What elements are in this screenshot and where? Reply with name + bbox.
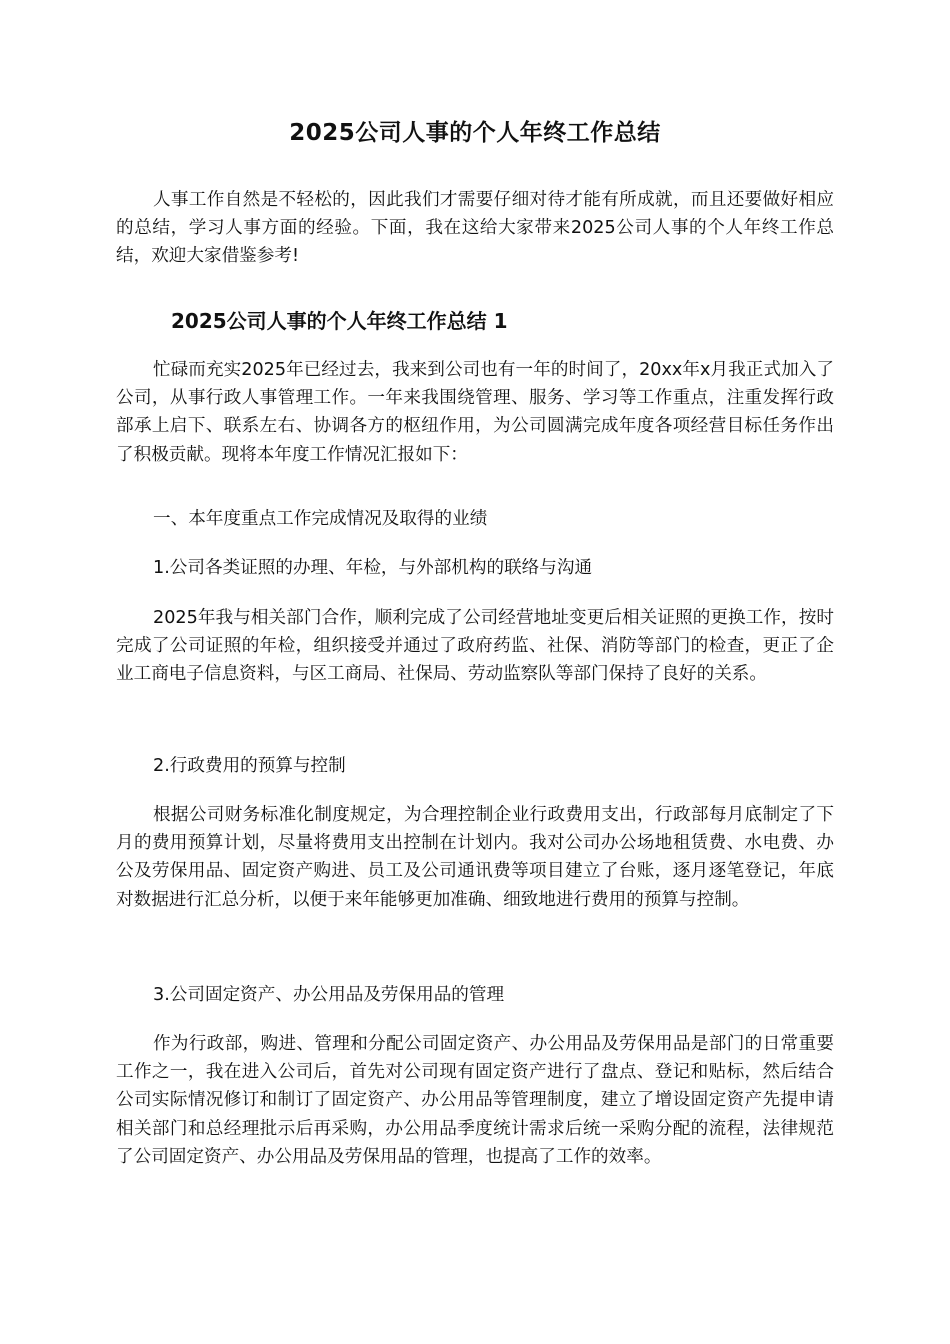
intro-paragraph: 人事工作自然是不轻松的，因此我们才需要仔细对待才能有所成就，而且还要做好相应的总结，学习人事方面的经验。下面，我在这给大家带来2025公司人事的个人年终工作总结，欢迎大家借鉴参考! bbox=[116, 190, 834, 267]
item-3-title: 3.公司固定资产、办公用品及劳保用品的管理 bbox=[153, 985, 505, 1005]
opening-paragraph: 忙碌而充实2025年已经过去，我来到公司也有一年的时间了，20xx年x月我正式加入了公司，从事行政人事管理工作。一年来我围绕管理、服务、学习等工作重点，注重发挥行政部承上启下、联系左右、协调各方的枢纽作用，为公司圆满完成年度各项经营目标任务作出了积极贡献。现将本年度工作情况汇报如下： bbox=[116, 360, 834, 465]
document-title: 2025公司人事的个人年终工作总结 bbox=[289, 120, 661, 146]
item-3-body: 作为行政部，购进、管理和分配公司固定资产、办公用品及劳保用品是部门的日常重要工作之一，我在进入公司后，首先对公司现有固定资产进行了盘点、登记和贴标，然后结合公司实际情况修订和制订了固定资产、办公用品等管理制度，建立了增设固定资产先提申请相关部门和总经理批示后再采购，办公用品季度统计需求后统一采购分配的流程，法律规范了公司固定资产、办公用品及劳保用品的管理，也提高了工作的效率。 bbox=[116, 1034, 834, 1167]
section-heading: 2025公司人事的个人年终工作总结 1 bbox=[171, 309, 508, 333]
item-1-body: 2025年我与相关部门合作，顺利完成了公司经营地址变更后相关证照的更换工作，按时完成了公司证照的年检，组织接受并通过了政府药监、社保、消防等部门的检查，更正了企业工商电子信息资料，与区工商局、社保局、劳动监察队等部门保持了良好的关系。 bbox=[116, 608, 834, 685]
item-2-title: 2.行政费用的预算与控制 bbox=[153, 756, 346, 776]
part-one-heading: 一、本年度重点工作完成情况及取得的业绩 bbox=[153, 509, 488, 529]
item-2-body: 根据公司财务标准化制度规定，为合理控制企业行政费用支出，行政部每月底制定了下月的费用预算计划，尽量将费用支出控制在计划内。我对公司办公场地租赁费、水电费、办公及劳保用品、固定资产购进、员工及公司通讯费等项目建立了台账，逐月逐笔登记，年底对数据进行汇总分析，以便于来年能够更加准确、细致地进行费用的预算与控制。 bbox=[116, 805, 834, 910]
item-1-title: 1.公司各类证照的办理、年检，与外部机构的联络与沟通 bbox=[153, 558, 593, 578]
